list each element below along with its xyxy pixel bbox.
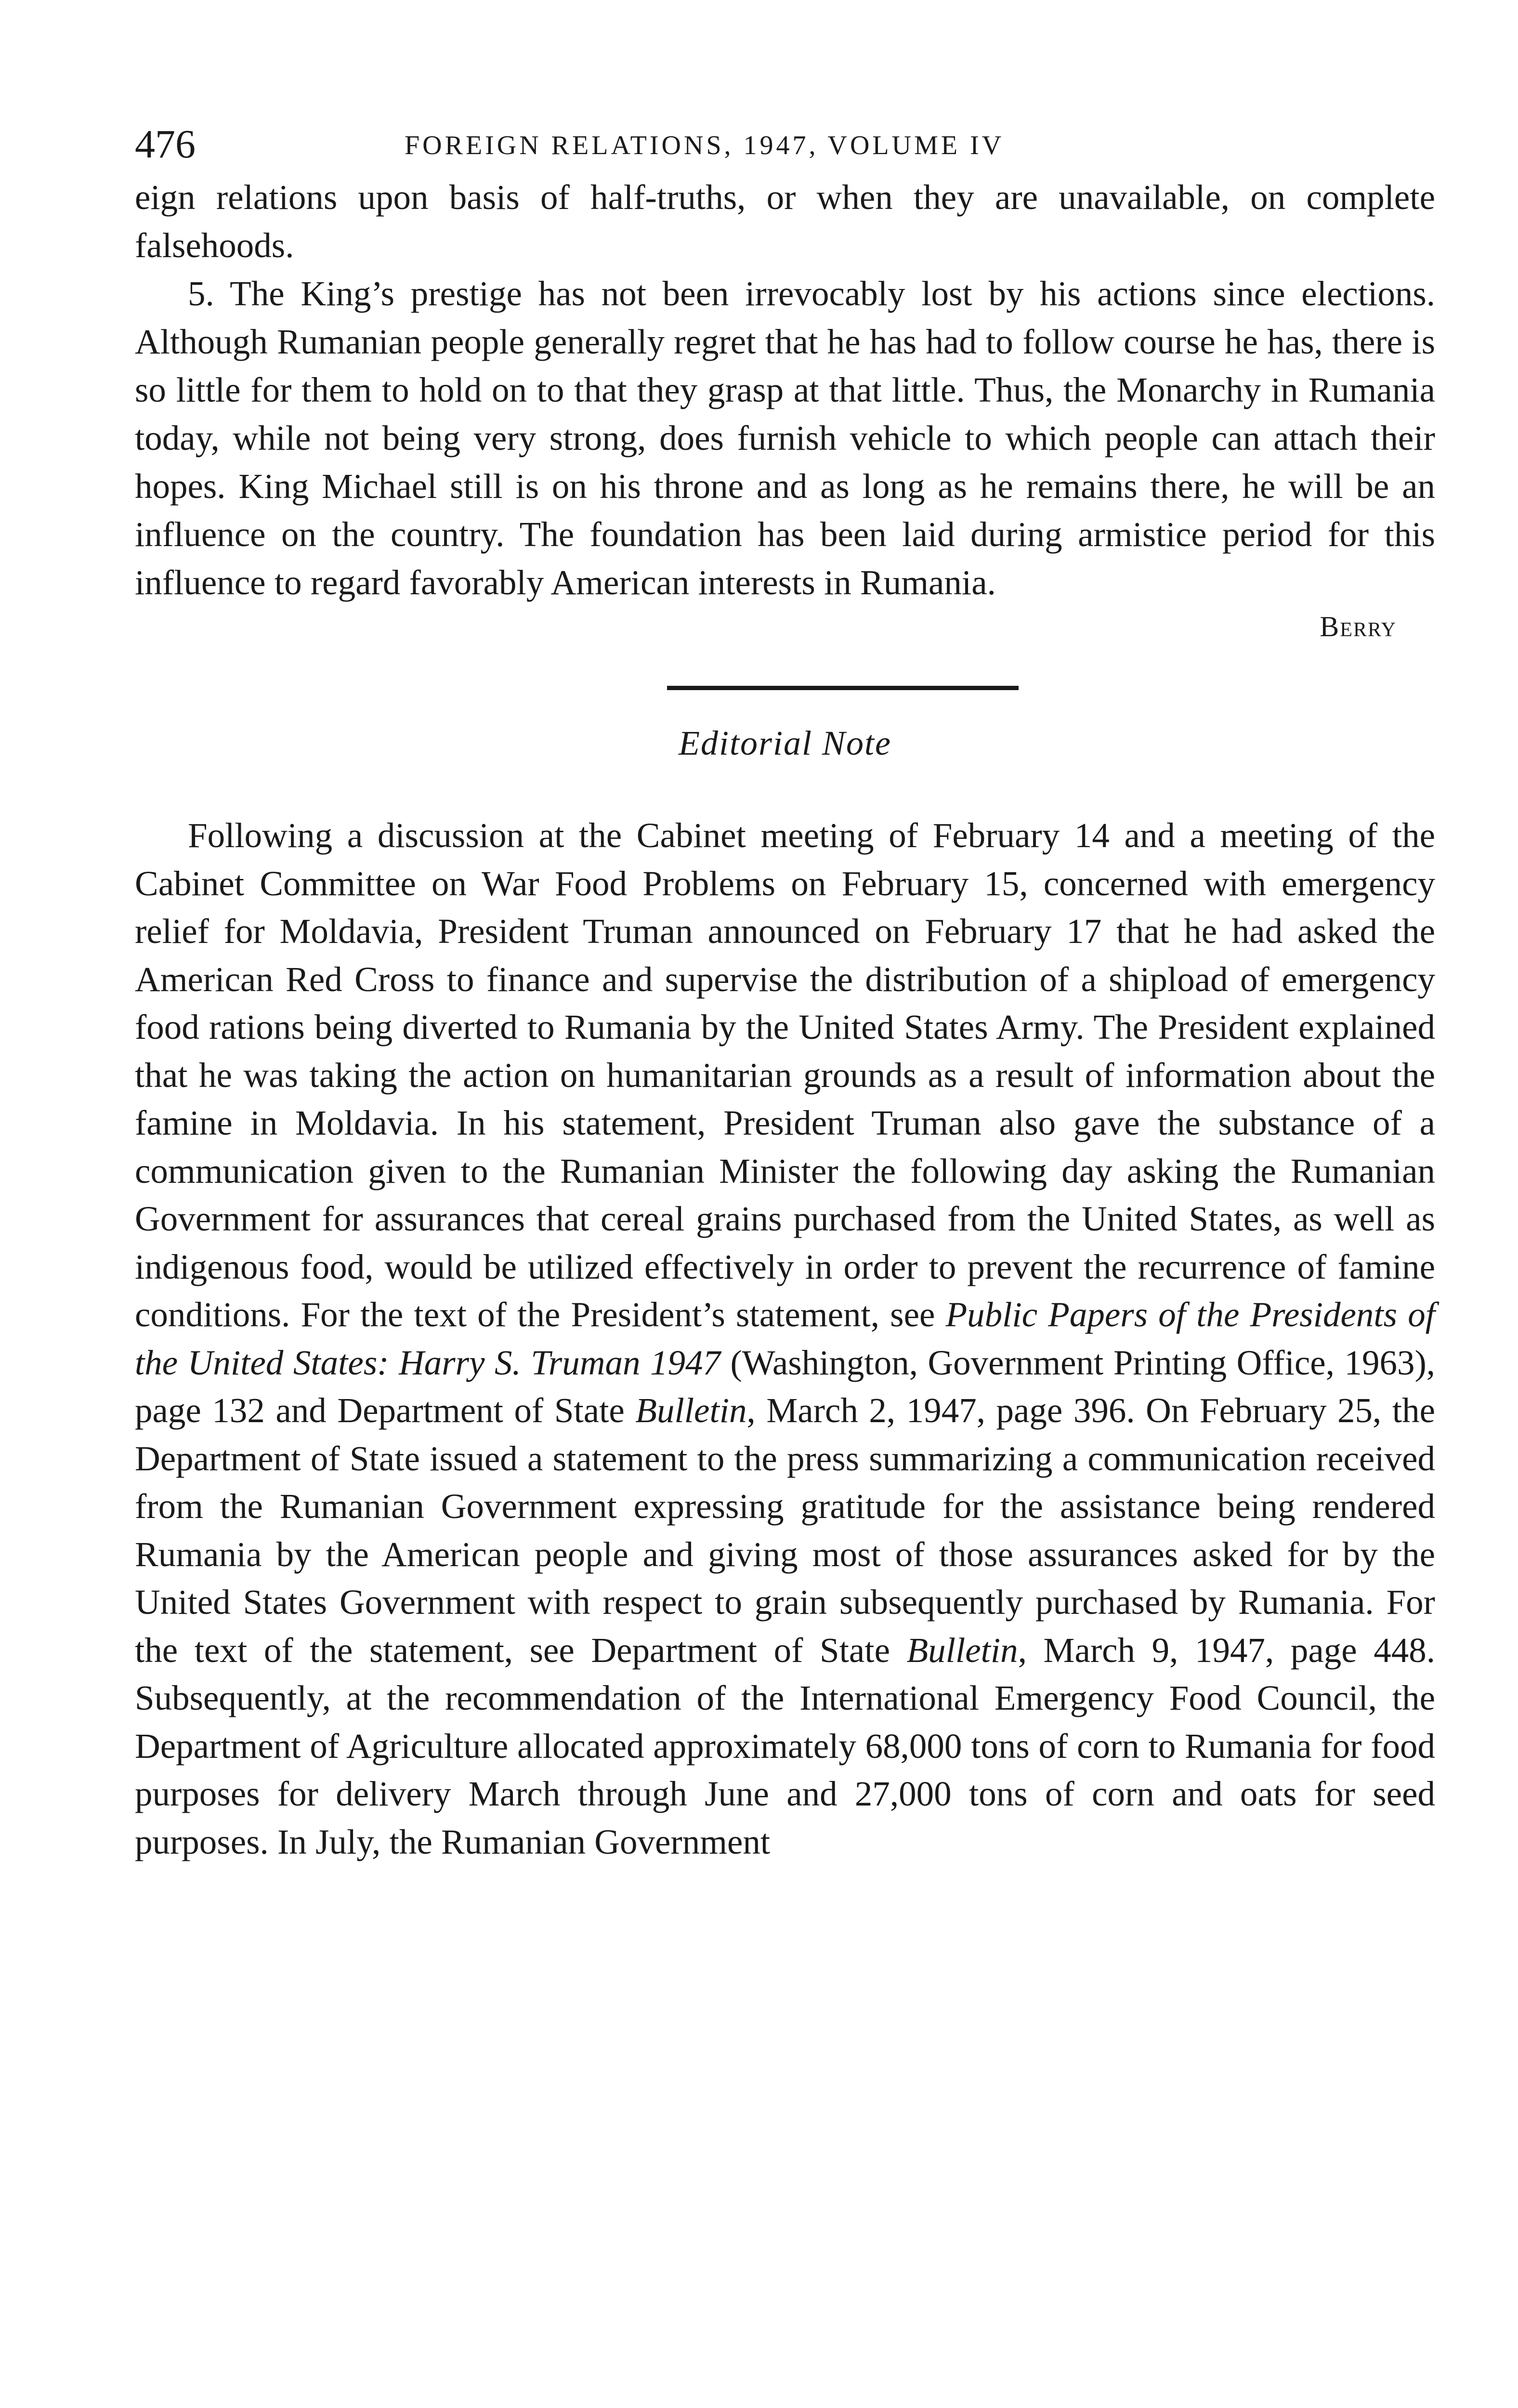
point-5-paragraph: 5. The King’s prestige has not been irrevocably lost by his actions since elections. Although Rumanian people generally regret that he has had to follow course he has, there is so little for them to hold on to that they grasp at that little. Thus, the Monarchy in Rumania today, while not being very strong, does furnish vehicle to which people can attach their hopes. King Michael still is on his throne and as long as he remains there, he will be an influence on the country. The foundation has been laid during armistice period for this influence to regard favorably American interests in Rumania.	[135, 274, 1435, 602]
editorial-text-1: Following a discussion at the Cabinet meeting of February 14 and a meeting of the Cabinet Committee on War Food Problems on February 15, concerned with emergency relief for Moldavia, President Truman announced on February 17 that he had asked the American Red Cross to finance and supervise the distribution of a shipload of emergency food rations being diverted to Rumania by the United States Army. The President explained that he was taking the action on humanitarian grounds as a result of information about the famine in Moldavia. In his statement, President Truman also gave the substance of a communication given to the Rumanian Minister the following day asking the Rumanian Government for assurances that cereal grains purchased from the United States, as well as indigenous food, would be utilized effectively in order to prevent the recurrence of famine conditions. For the text of the President’s statement, see	[135, 816, 1435, 1334]
citation-public-papers: Public Papers of the Presidents of the United States: Harry S. Truman 1947	[135, 1295, 1435, 1382]
document-page	[135, 120, 1435, 1866]
editorial-text-3: , March 2, 1947, page 396. On February 25, the Department of State issued a statement to the press summarizing a communication received from the Rumanian Government expressing gratitude for the assistance being rendered Rumania by the American people and giving most of those assurances asked for by the United States Government with respect to grain subsequently purchased by Rumania. For the text of the statement, see Department of State	[135, 1391, 1435, 1670]
continued-text	[135, 173, 1435, 648]
running-head	[135, 120, 1435, 173]
citation-bulletin-2: Bulletin	[906, 1630, 1018, 1670]
page-number: 476	[135, 122, 196, 167]
section-divider	[667, 686, 1019, 690]
editorial-text-4: , March 9, 1947, page 448. Subsequently, at the recommendation of the International Emergency Food Council, the Department of Agriculture allocated approximately 68,000 tons of corn to Rumania for food purposes for delivery March through June and 27,000 tons of corn and oats for seed purposes. In July, the Rumanian Government	[135, 1630, 1435, 1861]
running-head-title: FOREIGN RELATIONS, 1947, VOLUME IV	[405, 131, 1005, 160]
continued-paragraph: eign relations upon basis of half-truths, or when they are unavailable, on complete falsehoods.	[135, 178, 1435, 265]
editorial-note	[135, 811, 1435, 1866]
citation-bulletin-1: Bulletin	[635, 1391, 747, 1430]
editorial-note-paragraph	[135, 811, 1435, 1866]
editorial-note-title: Editorial Note	[679, 724, 891, 762]
editorial-text-2: (Washington, Government Printing Office, 1963), page 132 and Department of State	[135, 1343, 1436, 1430]
signature: Berry	[1320, 611, 1397, 642]
